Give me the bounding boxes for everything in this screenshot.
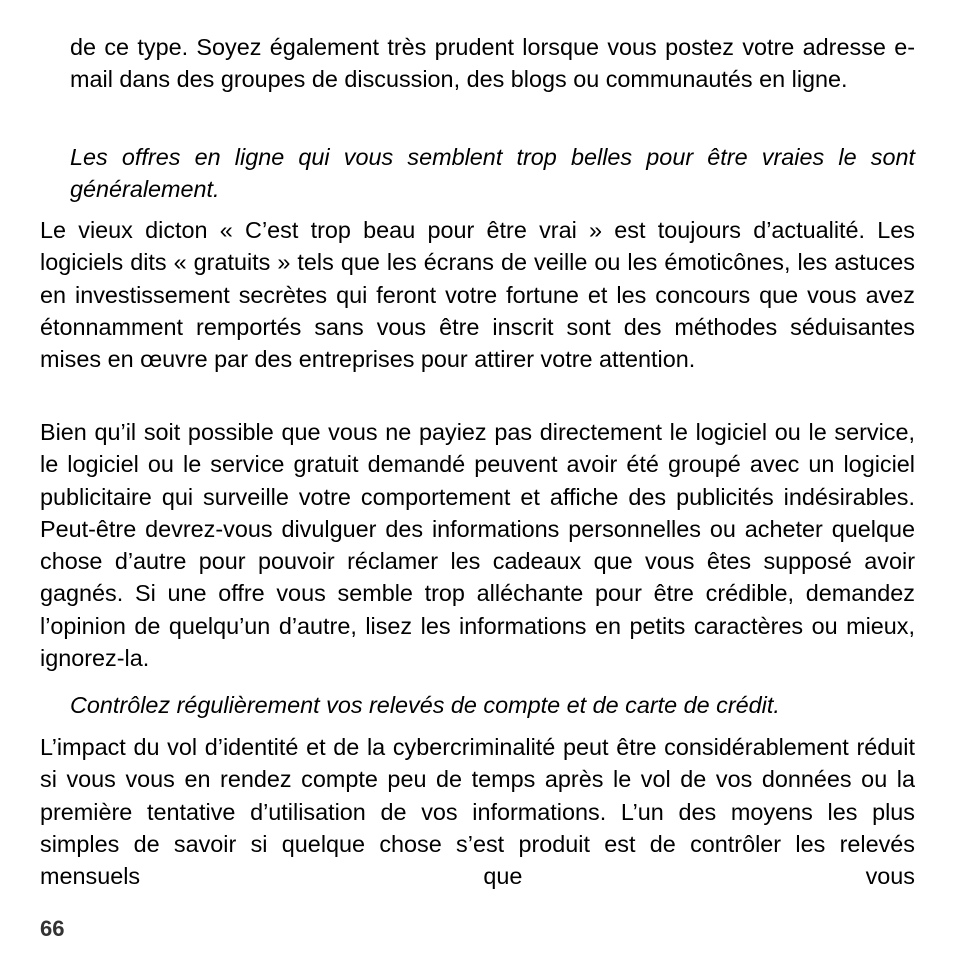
paragraph-email-caution: de ce type. Soyez également très prudent lorsque vous postez votre adresse e-mail dans des groupes de discussion, des blogs ou communautés en ligne. (70, 34, 915, 93)
tip-heading-check-statements: Contrôlez régulièrement vos relevés de compte et de carte de crédit. (70, 692, 780, 718)
paragraph-free-software: Bien qu’il soit possible que vous ne payiez pas directement le logiciel ou le service, le logiciel ou le service gratuit demandé peuvent avoir été groupé avec un logiciel publicitaire qui surveille votre comportement et affiche des publicités indésirables. Peut-être devrez-vous divulguer des informations personnelles ou acheter quelque chose d’autre pour pouvoir réclamer les cadeaux que vous êtes supposé avoir gagnés. Si une offre vous semble trop alléchante pour être crédible, demandez l’opinion de quelqu’un d’autre, lisez les informations en petits caractères ou mieux, ignorez-la. (40, 419, 915, 672)
paragraph-identity-theft-impact: L’impact du vol d’identité et de la cybercriminalité peut être considérablement réduit si vous vous en rendez compte peu de temps après le vol de vos données ou la première tentative d’utilisation de vos informations. L’un des moyens les plus simples de savoir si quelque chose s’est produit est de contrôler les relevés mensuels que vous (40, 734, 915, 890)
page-number: 66 (40, 916, 65, 941)
tip-heading-online-offers: Les offres en ligne qui vous semblent trop belles pour être vraies le sont généralement. (70, 144, 915, 203)
paragraph-old-saying: Le vieux dicton « C’est trop beau pour être vrai » est toujours d’actualité. Les logiciels dits « gratuits » tels que les écrans de veille ou les émoticônes, les astuces en investissement secrètes qui feront votre fortune et les concours que vous avez étonnamment remportés sans vous être inscrit sont des méthodes séduisantes mises en œuvre par des entreprises pour attirer votre attention. (40, 217, 915, 373)
